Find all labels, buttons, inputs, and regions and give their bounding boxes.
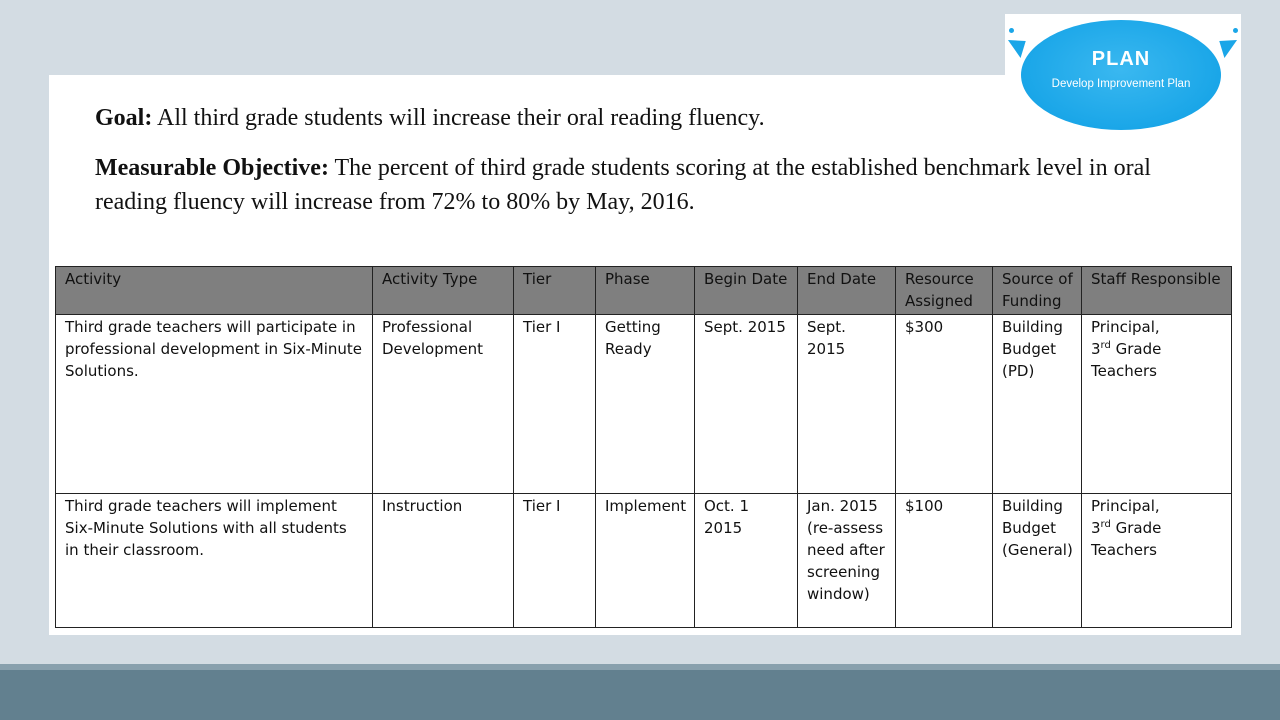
header-source-of-funding: Source of Funding bbox=[993, 267, 1082, 315]
goal-text: All third grade students will increase their oral reading fluency. bbox=[157, 105, 765, 131]
header-activity-type: Activity Type bbox=[373, 267, 514, 315]
table-row bbox=[56, 315, 1232, 494]
cell-end-date: Jan. 2015 (re-assess need after screening window) bbox=[798, 494, 896, 628]
plan-logo-oval bbox=[1021, 20, 1221, 130]
header-phase: Phase bbox=[596, 267, 695, 315]
cell-activity-type: Instruction bbox=[373, 494, 514, 628]
cell-end-date: Sept. 2015 bbox=[798, 315, 896, 494]
objective-label: Measurable Objective: bbox=[95, 155, 329, 181]
header-staff-responsible: Staff Responsible bbox=[1082, 267, 1232, 315]
cell-phase: Implement bbox=[596, 494, 695, 628]
cell-begin-date: Sept. 2015 bbox=[695, 315, 798, 494]
cell-resource: $100 bbox=[896, 494, 993, 628]
goal-label: Goal: bbox=[95, 105, 153, 131]
cell-resource: $300 bbox=[896, 315, 993, 494]
logo-subtitle: Develop Improvement Plan bbox=[1051, 78, 1191, 90]
cell-activity-type: Professional Development bbox=[373, 315, 514, 494]
cell-tier: Tier I bbox=[514, 315, 596, 494]
improvement-plan-table bbox=[55, 266, 1232, 628]
measurable-objective bbox=[95, 151, 1175, 219]
cell-tier: Tier I bbox=[514, 494, 596, 628]
cell-activity: Third grade teachers will participate in professional development in Six-Minute Solutions. bbox=[56, 315, 373, 494]
cell-phase: Getting Ready bbox=[596, 315, 695, 494]
header-activity: Activity bbox=[56, 267, 373, 315]
staff-line-2: Grade Teachers bbox=[1091, 340, 1162, 380]
header-resource-assigned: Resource Assigned bbox=[896, 267, 993, 315]
staff-grade-suffix: rd bbox=[1100, 340, 1111, 351]
staff-grade-number: 3 bbox=[1091, 340, 1101, 358]
staff-line-1: Principal, bbox=[1091, 497, 1160, 515]
table-header-row bbox=[56, 267, 1232, 315]
staff-grade-suffix: rd bbox=[1100, 519, 1111, 530]
cell-funding: Building Budget (PD) bbox=[993, 315, 1082, 494]
cell-funding: Building Budget (General) bbox=[993, 494, 1082, 628]
cell-begin-date: Oct. 1 2015 bbox=[695, 494, 798, 628]
cell-activity: Third grade teachers will implement Six-Minute Solutions with all students in their classroom. bbox=[56, 494, 373, 628]
cell-staff bbox=[1082, 315, 1232, 494]
header-begin-date: Begin Date bbox=[695, 267, 798, 315]
objective-text: The percent of third grade students scoring at the established benchmark level in oral reading fluency will increase from 72% to 80% by May, 2016. bbox=[95, 155, 1151, 215]
cell-staff bbox=[1082, 494, 1232, 628]
header-tier: Tier bbox=[514, 267, 596, 315]
content-card bbox=[49, 75, 1241, 635]
dot-icon bbox=[1233, 28, 1238, 33]
staff-line-1: Principal, bbox=[1091, 318, 1160, 336]
dot-icon bbox=[1009, 28, 1014, 33]
staff-grade-number: 3 bbox=[1091, 519, 1101, 537]
staff-line-2: Grade Teachers bbox=[1091, 519, 1162, 559]
bottom-band bbox=[0, 664, 1280, 720]
plan-logo bbox=[1005, 14, 1241, 136]
logo-title: PLAN bbox=[1091, 48, 1151, 70]
bottom-band-edge bbox=[0, 664, 1280, 670]
goal-statement bbox=[95, 105, 765, 132]
table-row bbox=[56, 494, 1232, 628]
header-end-date: End Date bbox=[798, 267, 896, 315]
